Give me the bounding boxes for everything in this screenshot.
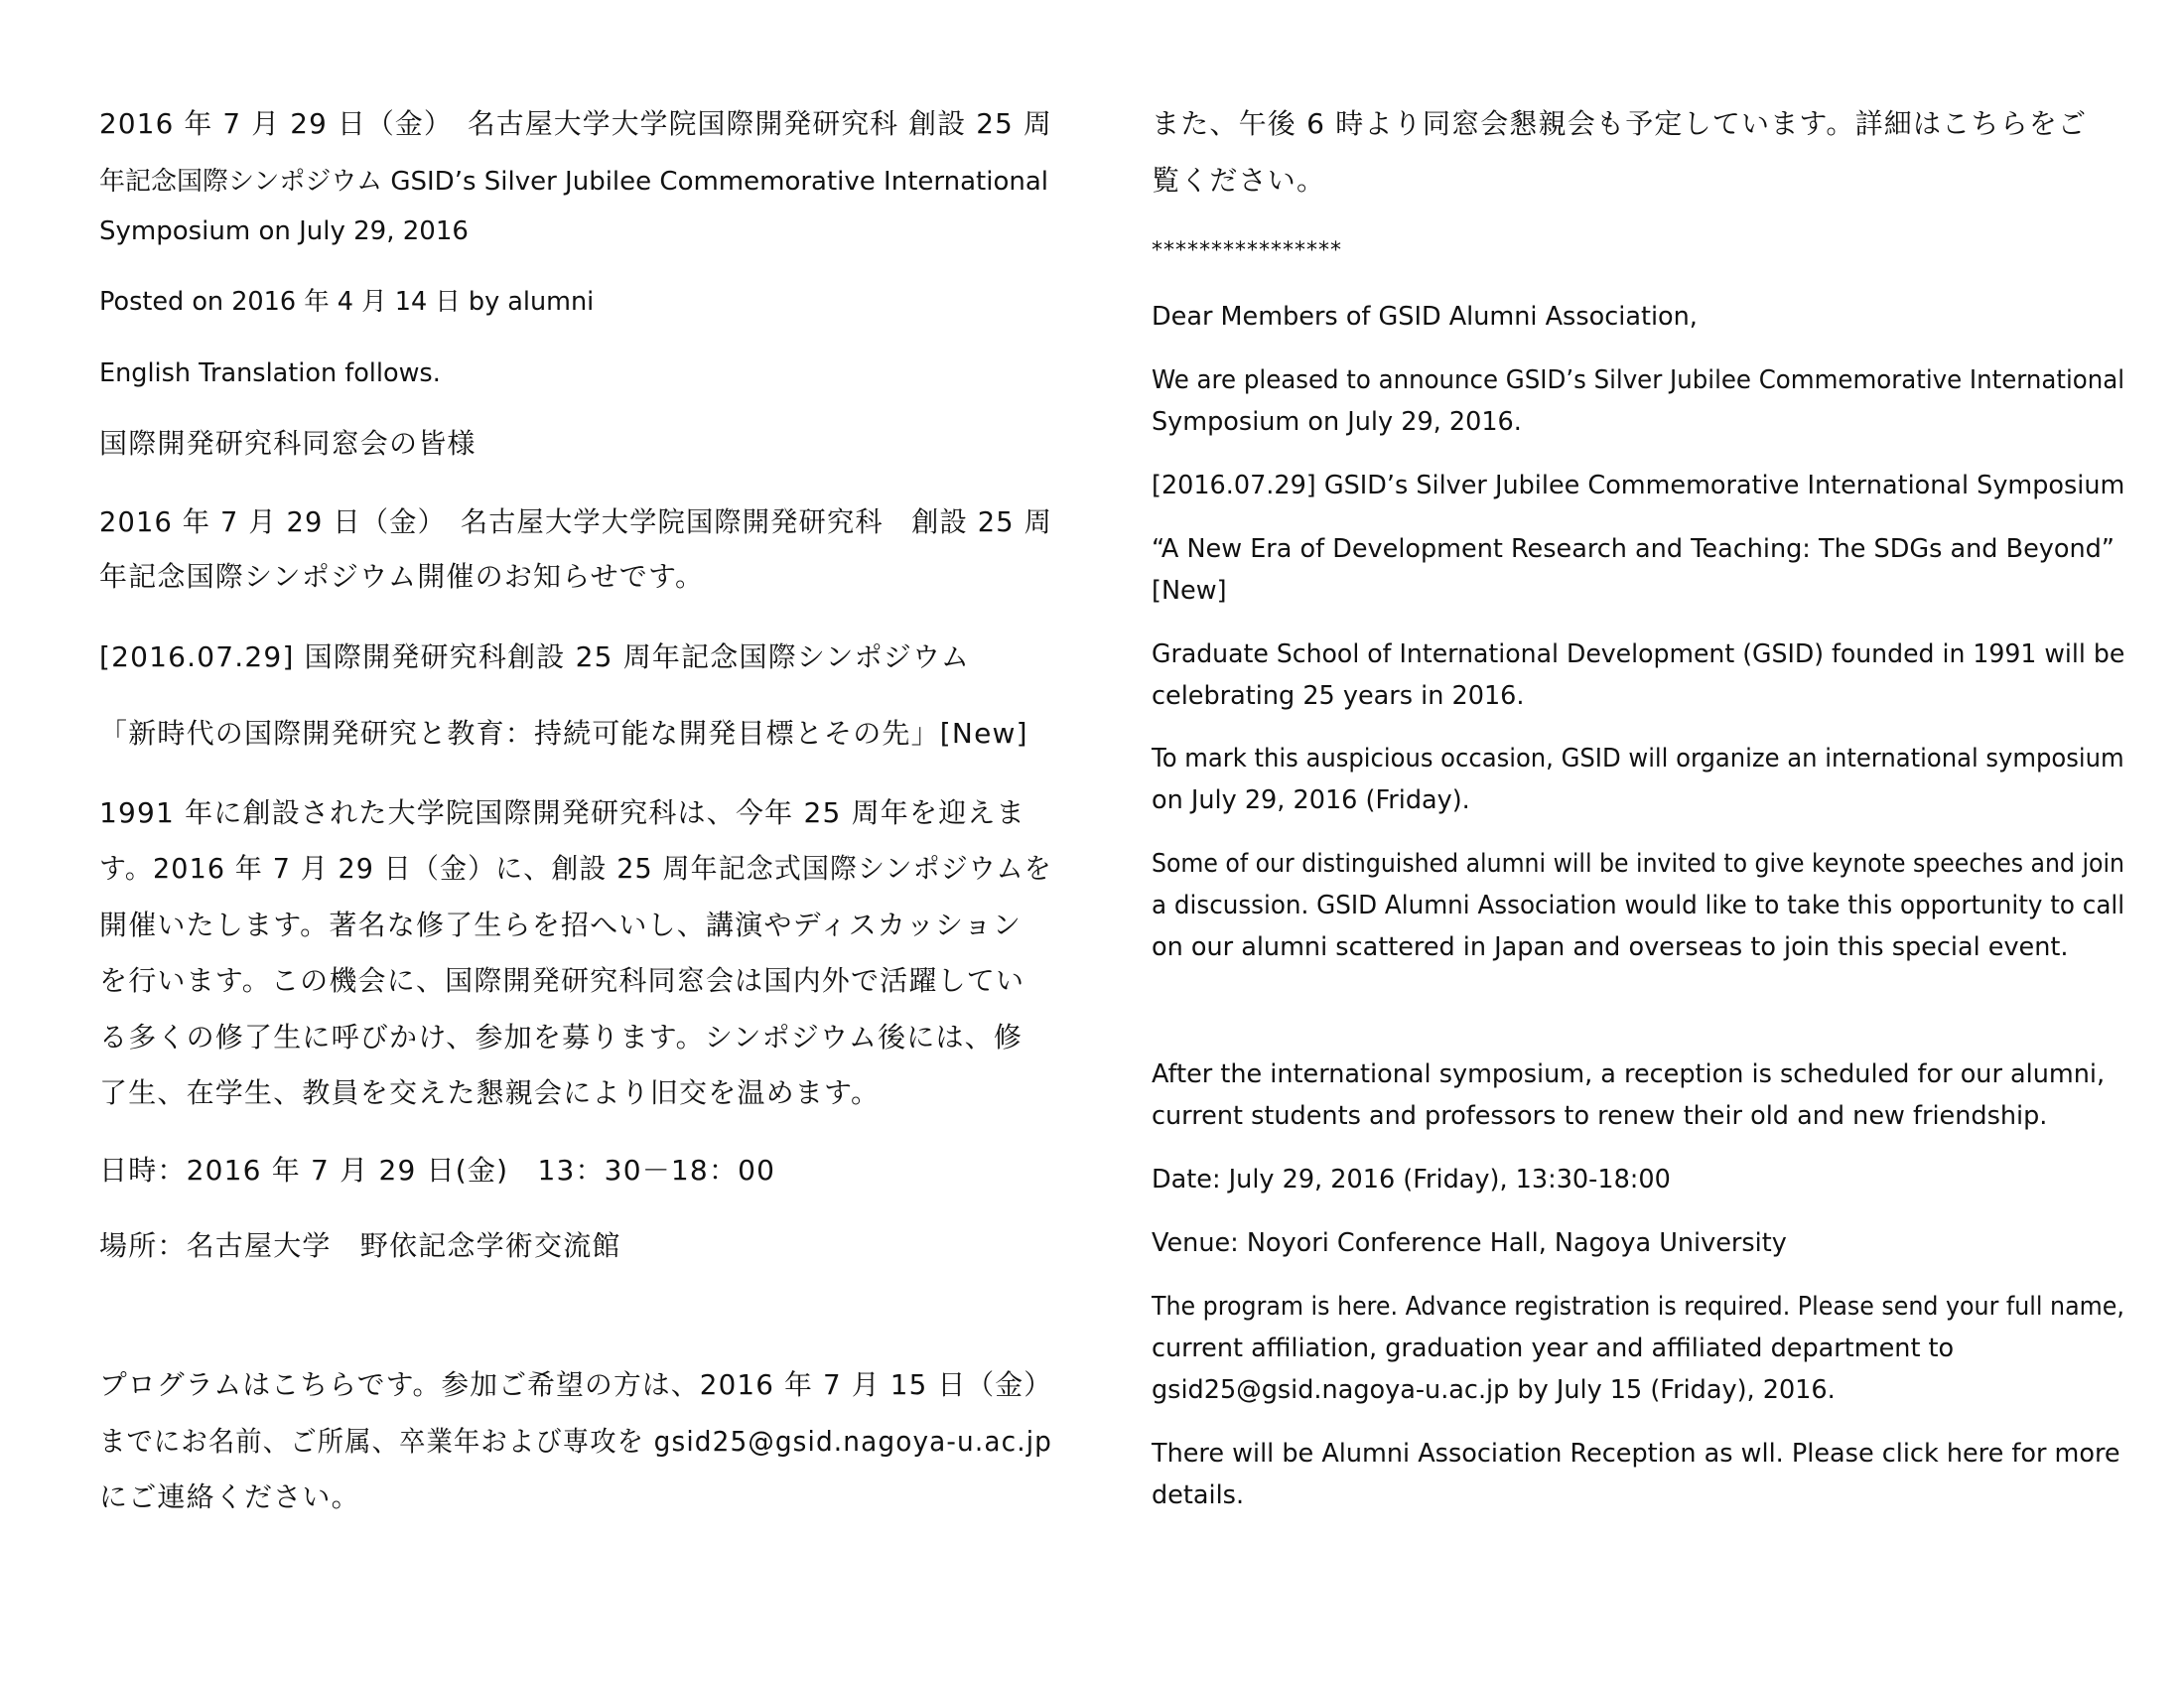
founded-line: celebrating 25 years in 2016. <box>1152 681 1525 711</box>
alumni-line: Some of our distinguished alumni will be invited to give keynote speeches and join <box>1152 849 2124 879</box>
after-line: current students and professors to renew their old and new friendship. <box>1152 1101 2048 1131</box>
body-line: 開催いたします。著名な修了生らを招へいし、講演やディスカッション <box>99 909 1023 941</box>
founded-line: Graduate School of International Development (GSID) founded in 1991 will be <box>1152 639 2125 669</box>
alumni-line: a discussion. GSID Alumni Association would like to take this opportunity to call <box>1152 891 2125 920</box>
program-line: プログラムはこちらです。参加ご希望の方は、2016 年 7 月 15 日（金） <box>99 1368 1053 1401</box>
event-subtitle-jp: 「新時代の国際開発研究と教育：持続可能な開発目標とその先」[New] <box>99 717 1028 750</box>
body-line: る多くの修了生に呼びかけ、参加を募ります。シンポジウム後には、修 <box>99 1021 1024 1054</box>
announce-line: 年記念国際シンポジウム開催のお知らせです。 <box>99 560 705 593</box>
reception-jp-line: 覧ください。 <box>1152 164 1326 197</box>
intro-line: Symposium on July 29, 2016. <box>1152 407 1522 437</box>
mark-line: To mark this auspicious occasion, GSID will organize an international symposium <box>1152 744 2124 774</box>
reception-line-en: details. <box>1152 1480 1245 1510</box>
post-title-line: 年記念国際シンポジウム GSID’s Silver Jubilee Commemorative International <box>99 167 1048 197</box>
event-title-jp: [2016.07.29] 国際開発研究科創設 25 周年記念国際シンポジウム <box>99 640 971 673</box>
translation-note: English Translation follows. <box>99 358 441 388</box>
mark-line: on July 29, 2016 (Friday). <box>1152 785 1470 815</box>
post-title-line: 2016 年 7 月 29 日（金） 名古屋大学大学院国際開発研究科 創設 25 周 <box>99 107 1052 140</box>
announce-line: 2016 年 7 月 29 日（金） 名古屋大学大学院国際開発研究科 創設 25 周 <box>99 505 1053 538</box>
program-line: にご連絡ください。 <box>99 1480 360 1513</box>
venue-jp: 場所：名古屋大学 野依記念学術交流館 <box>99 1229 621 1262</box>
reception-line-en: There will be Alumni Association Reception as wll. Please click here for more <box>1152 1439 2120 1469</box>
body-line: を行います。この機会に、国際開発研究科同窓会は国内外で活躍してい <box>99 964 1025 997</box>
program-line-en: The program is here. Advance registration is required. Please send your full name, <box>1152 1292 2124 1322</box>
salutation: Dear Members of GSID Alumni Association, <box>1152 302 1698 332</box>
greeting-jp: 国際開発研究科同窓会の皆様 <box>99 427 477 460</box>
post-title-line: Symposium on July 29, 2016 <box>99 216 469 246</box>
after-line: After the international symposium, a reception is scheduled for our alumni, <box>1152 1059 2106 1089</box>
program-line-en: gsid25@gsid.nagoya-u.ac.jp by July 15 (Friday), 2016. <box>1152 1375 1836 1405</box>
posted-on-meta: Posted on 2016 年 4 月 14 日 by alumni <box>99 287 595 317</box>
program-line-en: current affiliation, graduation year and affiliated department to <box>1152 1334 1955 1363</box>
datetime-jp: 日時：2016 年 7 月 29 日(金) 13：30－18：00 <box>99 1154 776 1187</box>
event-title-en: [2016.07.29] GSID’s Silver Jubilee Commemorative International Symposium <box>1152 471 2125 500</box>
event-subtitle-en: [New] <box>1152 576 1227 606</box>
date-en: Date: July 29, 2016 (Friday), 13:30-18:00 <box>1152 1165 1671 1195</box>
reception-jp-line: また、午後 6 時より同窓会懇親会も予定しています。詳細はこちらをご <box>1152 107 2088 140</box>
body-line: 了生、在学生、教員を交えた懇親会により旧交を温めます。 <box>99 1076 881 1109</box>
body-line: す。2016 年 7 月 29 日（金）に、創設 25 周年記念式国際シンポジウムを <box>99 852 1052 885</box>
body-line: 1991 年に創設された大学院国際開発研究科は、今年 25 周年を迎えま <box>99 796 1025 829</box>
program-line: までにお名前、ご所属、卒業年および専攻を gsid25@gsid.nagoya-u.ac.jp <box>99 1425 1053 1458</box>
venue-en: Venue: Noyori Conference Hall, Nagoya University <box>1152 1228 1787 1258</box>
intro-line: We are pleased to announce GSID’s Silver Jubilee Commemorative International <box>1152 365 2124 395</box>
alumni-line: on our alumni scattered in Japan and overseas to join this special event. <box>1152 932 2069 962</box>
event-subtitle-en: “A New Era of Development Research and Teaching: The SDGs and Beyond” <box>1152 534 2116 564</box>
separator: **************** <box>1152 238 1342 263</box>
